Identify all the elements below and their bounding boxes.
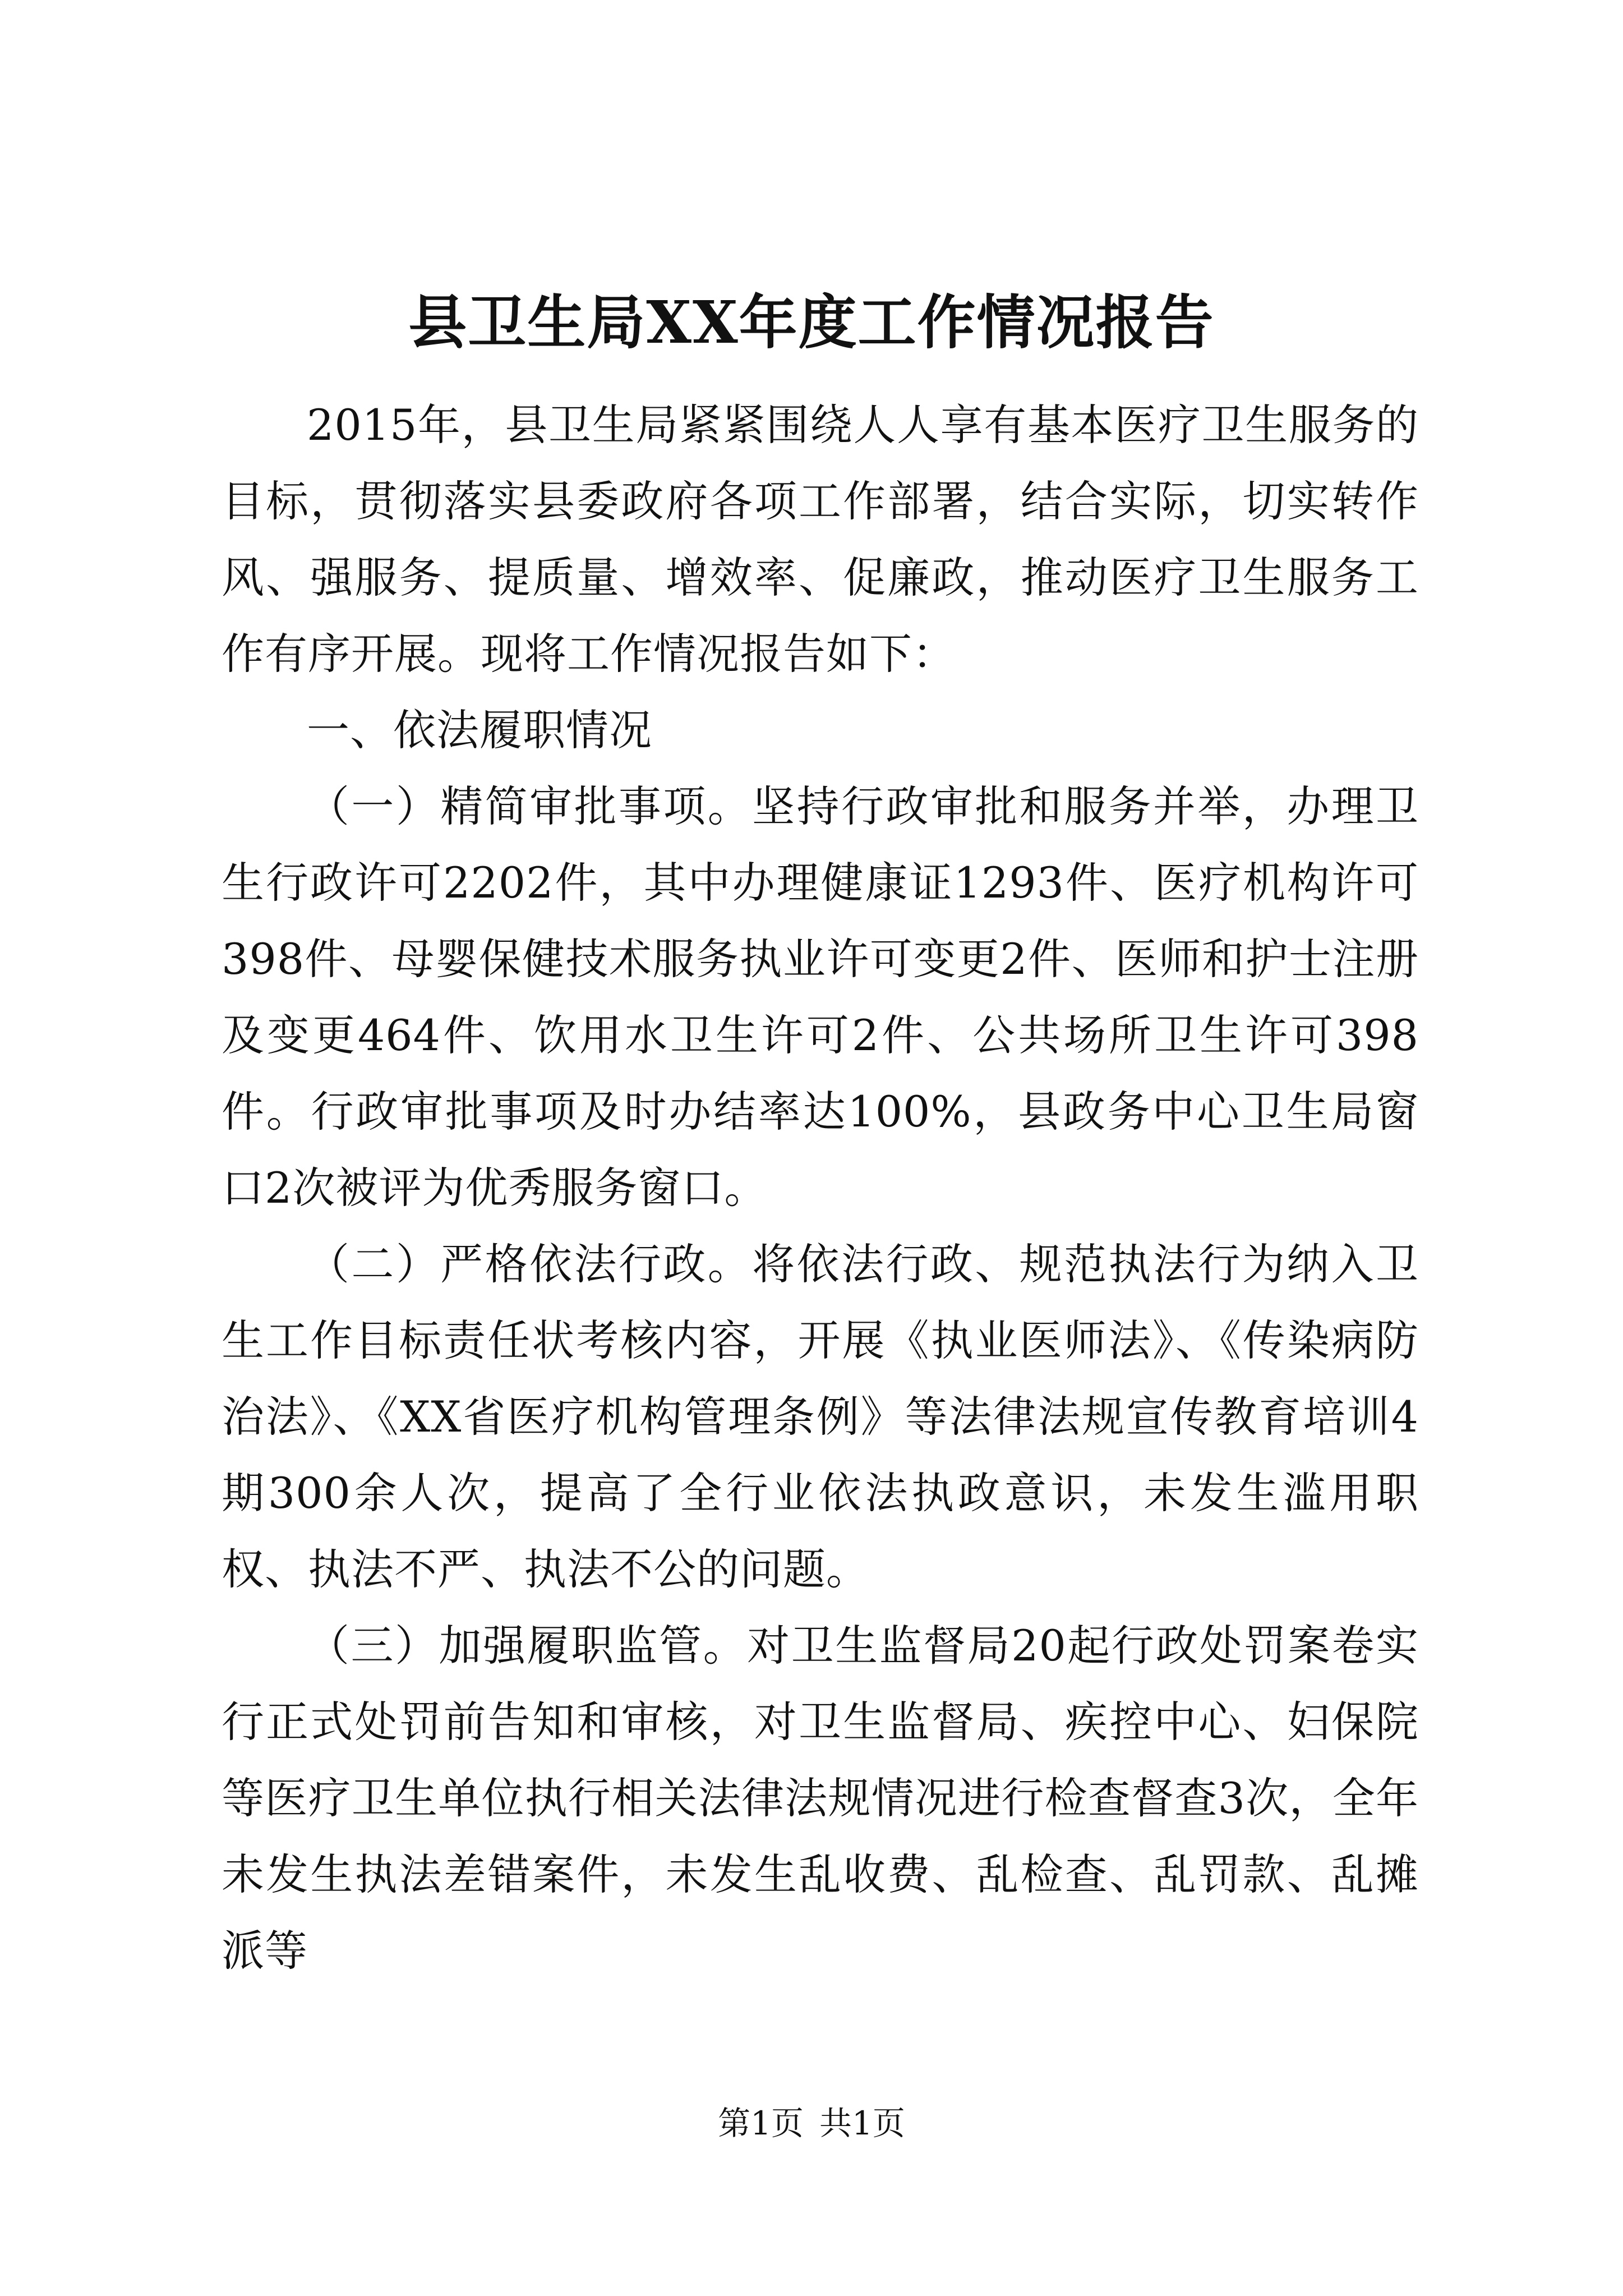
document-body bbox=[222, 387, 1419, 1989]
subsection-paragraph-2: （二）严格依法行政。将依法行政、规范执法行为纳入卫生工作目标责任状考核内容，开展《执业医师法》、《传染病防治法》、《XX省医疗机构管理条例》等法律法规宣传教育培训4期300余人次，提高了全行业依法执政意识，未发生滥用职权、执法不严、执法不公的问题。 bbox=[222, 1239, 1419, 1594]
page-footer bbox=[0, 2101, 1623, 2146]
page-number-current: 第1页 bbox=[718, 2104, 804, 2142]
subsection-paragraph-1: （一）精简审批事项。坚持行政审批和服务并举，办理卫生行政许可2202件，其中办理健康证1293件、医疗机构许可398件、母婴保健技术服务执业许可变更2件、医师和护士注册及变更464件、饮用水卫生许可2件、公共场所卫生许可398件。行政审批事项及时办结率达100%，县政务中心卫生局窗口2次被评为优秀服务窗口。 bbox=[222, 781, 1419, 1213]
document-title: 县卫生局XX年度工作情况报告 bbox=[408, 288, 1215, 357]
page-number-total: 共1页 bbox=[819, 2104, 905, 2142]
section-heading: 一、依法履职情况 bbox=[307, 705, 652, 755]
intro-paragraph: 2015年，县卫生局紧紧围绕人人享有基本医疗卫生服务的目标，贯彻落实县委政府各项工作部署，结合实际，切实转作风、强服务、提质量、增效率、促廉政，推动医疗卫生服务工作有序开展。现将工作情况报告如下： bbox=[222, 400, 1419, 679]
subsection-paragraph-3: （三）加强履职监管。对卫生监督局20起行政处罚案卷实行正式处罚前告知和审核，对卫生监督局、疾控中心、妇保院等医疗卫生单位执行相关法律法规情况进行检查督查3次，全年未发生执法差错案件，未发生乱收费、乱检查、乱罚款、乱摊派等 bbox=[222, 1621, 1419, 1976]
